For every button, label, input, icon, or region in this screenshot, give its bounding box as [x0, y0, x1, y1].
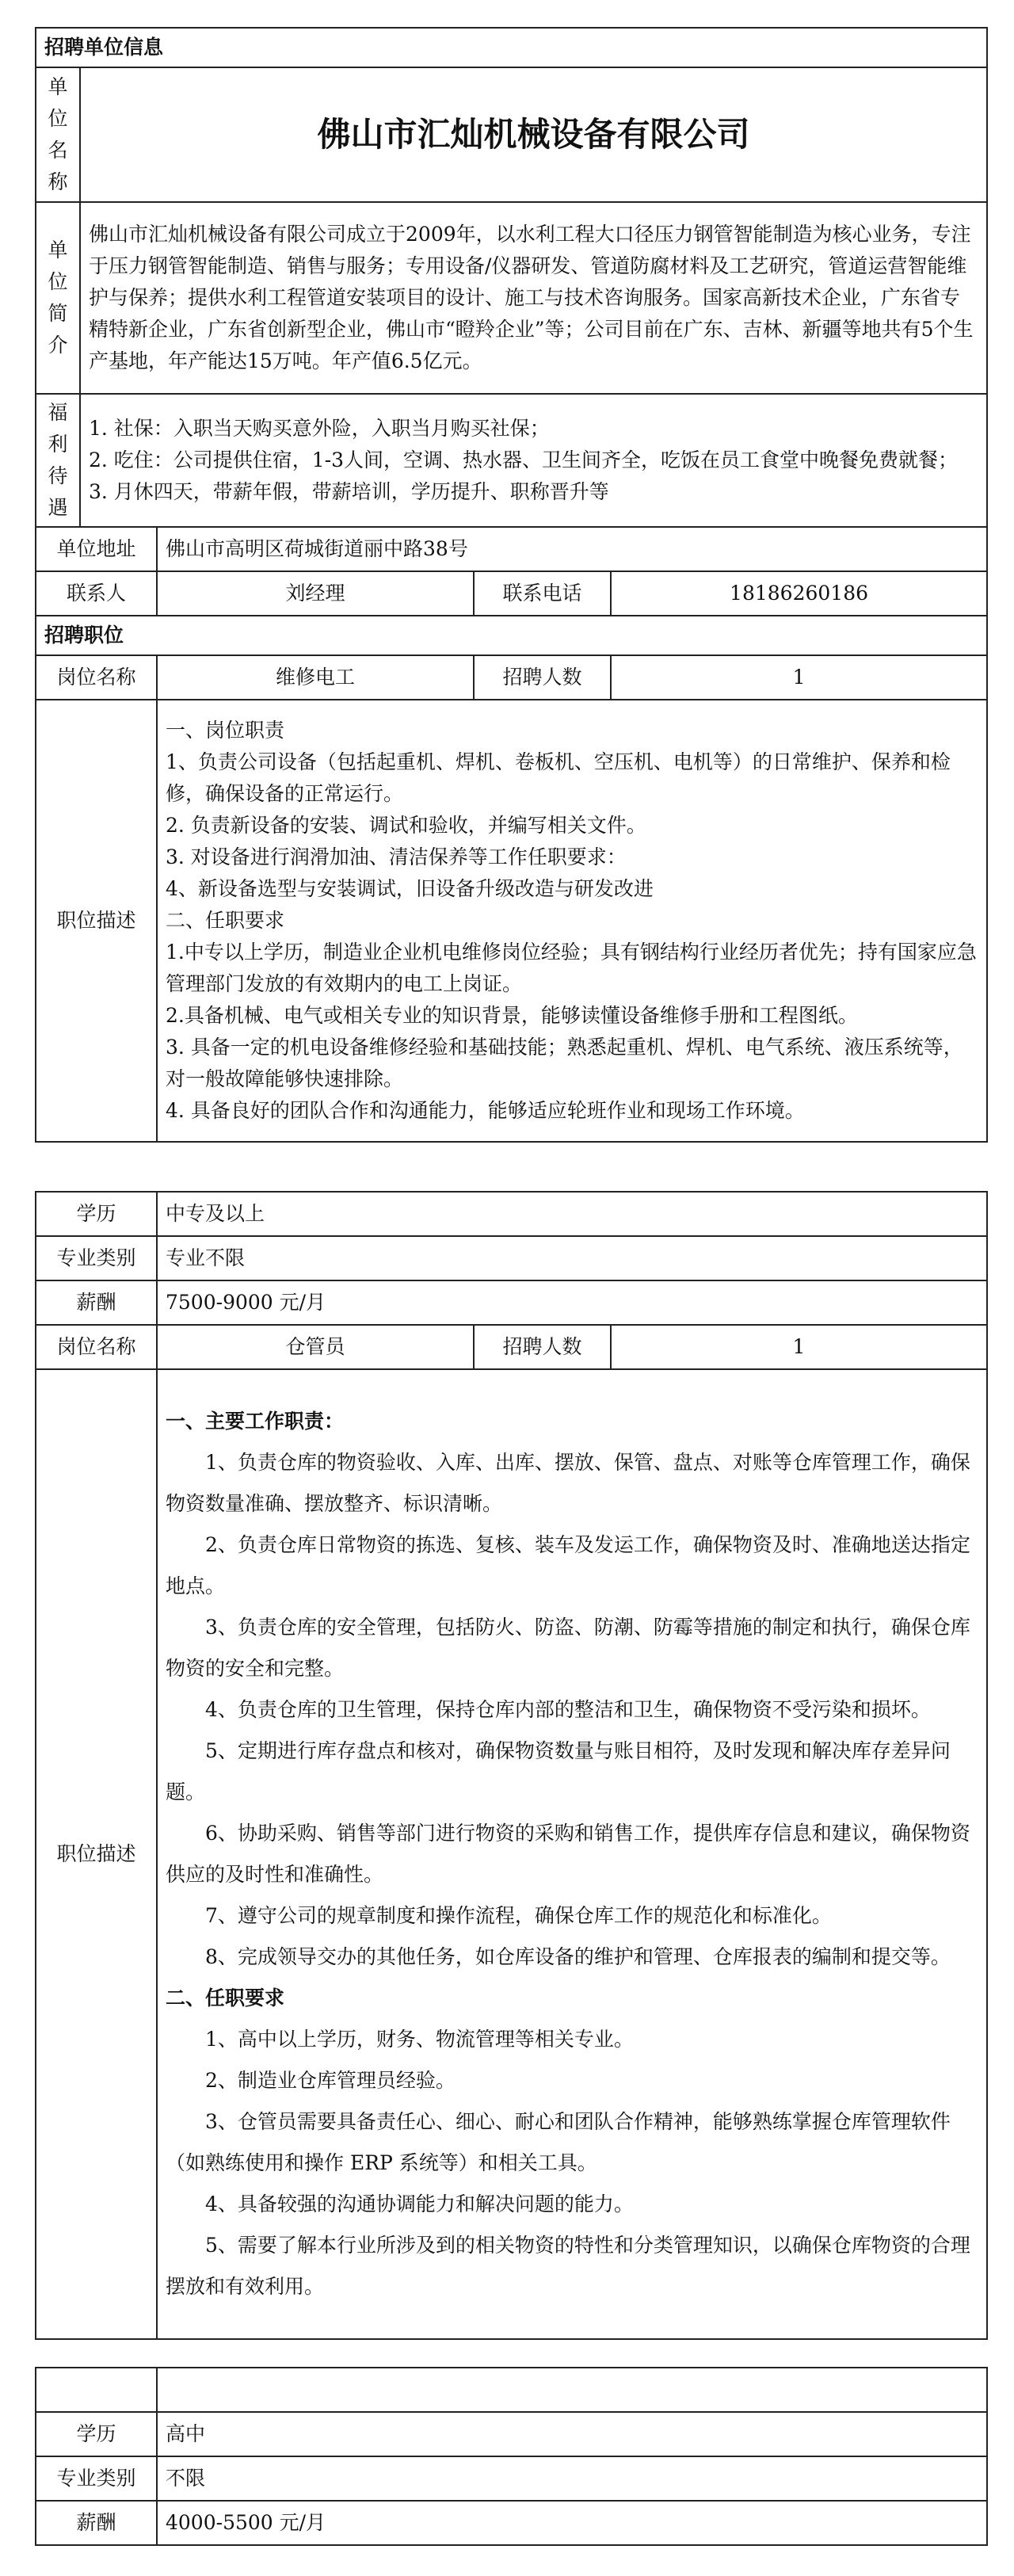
position2-name: 仓管员 — [157, 1325, 474, 1369]
requirement-item: 5、需要了解本行业所涉及到的相关物资的特性和分类管理知识，以确保仓库物资的合理摆放和有效利用。 — [166, 2234, 970, 2298]
duty-item: 8、完成领导交办的其他任务，如仓库设备的维护和管理、仓库报表的编制和提交等。 — [205, 1945, 951, 1968]
position2-desc — [157, 1369, 987, 2339]
company-name-label: 单 位 名 称 — [36, 67, 80, 202]
position2-desc-label: 职位描述 — [36, 1369, 157, 2339]
position2-salary-label: 薪酬 — [36, 2501, 157, 2545]
desc-line: 4、新设备选型与安装调试，旧设备升级改造与研发改进 — [166, 877, 654, 900]
position1-desc — [157, 700, 987, 1142]
duty-item: 4、负责仓库的卫生管理，保持仓库内部的整洁和卫生，确保物资不受污染和损坏。 — [205, 1698, 931, 1721]
position2-major: 不限 — [157, 2456, 987, 2501]
position1-name: 维修电工 — [157, 655, 474, 700]
position2-count-label: 招聘人数 — [474, 1325, 611, 1369]
duty-item: 6、协助采购、销售等部门进行物资的采购和销售工作，提供库存信息和建议，确保物资供应的及时性和准确性。 — [166, 1822, 970, 1886]
address: 佛山市高明区荷城街道丽中路38号 — [157, 527, 987, 571]
company-intro: 佛山市汇灿机械设备有限公司成立于2009年，以水利工程大口径压力钢管智能制造为核心业务，专注于压力钢管智能制造、销售与服务；专用设备/仪器研发、管道防腐材料及工艺研究，管道运营智能维护与保养；提供水利工程管道安装项目的设计、施工与技术咨询服务。国家高新技术企业，广东省专精特新企业，广东省创新型企业，佛山市“瞪羚企业”等；公司目前在广东、吉林、新疆等地共有5个生产基地，年产能达15万吨。年产值6.5亿元。 — [80, 202, 987, 394]
position1-name-label: 岗位名称 — [36, 655, 157, 700]
position2-count: 1 — [611, 1325, 987, 1369]
duty-item: 7、遵守公司的规章制度和操作流程，确保仓库工作的规范化和标准化。 — [205, 1904, 832, 1927]
benefit-item: 1. 社保：入职当天购买意外险，入职当月购买社保； — [89, 417, 550, 440]
duty-item: 3、负责仓库的安全管理，包括防火、防盗、防潮、防霉等措施的制定和执行，确保仓库物资的安全和完整。 — [166, 1616, 970, 1680]
position1-major-label: 专业类别 — [36, 1236, 157, 1280]
company-name: 佛山市汇灿机械设备有限公司 — [80, 67, 987, 202]
position1-education: 中专及以上 — [157, 1192, 987, 1236]
desc-line: 2.具备机械、电气或相关专业的知识背景，能够读懂设备维修手册和工程图纸。 — [166, 1004, 858, 1027]
contact-label: 联系人 — [36, 571, 157, 616]
duties-heading: 一、主要工作职责： — [166, 1410, 345, 1433]
empty-cell — [157, 2368, 987, 2412]
address-label: 单位地址 — [36, 527, 157, 571]
position2-detail-table — [35, 2367, 988, 2546]
desc-line: 一、岗位职责 — [166, 719, 285, 742]
position2-major-label: 专业类别 — [36, 2456, 157, 2501]
duty-item: 5、定期进行库存盘点和核对，确保物资数量与账目相符，及时发现和解决库存差异问题。 — [166, 1739, 951, 1803]
position2-education: 高中 — [157, 2412, 987, 2456]
desc-line: 4. 具备良好的团队合作和沟通能力，能够适应轮班作业和现场工作环境。 — [166, 1099, 805, 1122]
position1-education-label: 学历 — [36, 1192, 157, 1236]
benefits — [80, 394, 987, 527]
requirement-item: 1、高中以上学历，财务、物流管理等相关专业。 — [205, 2028, 634, 2051]
phone-label: 联系电话 — [474, 571, 611, 616]
position2-name-label: 岗位名称 — [36, 1325, 157, 1369]
company-info-table — [35, 27, 988, 1143]
position1-count: 1 — [611, 655, 987, 700]
company-intro-label: 单 位 简 介 — [36, 202, 80, 394]
desc-line: 二、任职要求 — [166, 909, 285, 932]
requirement-item: 2、制造业仓库管理员经验。 — [205, 2069, 456, 2092]
position2-salary: 4000-5500 元/月 — [157, 2501, 987, 2545]
benefit-item: 3. 月休四天，带薪年假，带薪培训，学历提升、职称晋升等 — [89, 480, 609, 503]
desc-line: 2. 负责新设备的安装、调试和验收，并编写相关文件。 — [166, 814, 646, 837]
position1-count-label: 招聘人数 — [474, 655, 611, 700]
requirement-item: 4、具备较强的沟通协调能力和解决问题的能力。 — [205, 2192, 634, 2215]
desc-line: 1、负责公司设备（包括起重机、焊机、卷板机、空压机、电机等）的日常维护、保养和检修，确保设备的正常运行。 — [166, 750, 951, 805]
positions-header: 招聘职位 — [36, 616, 987, 655]
desc-line: 3. 对设备进行润滑加油、清洁保养等工作任职要求： — [166, 845, 627, 868]
requirement-item: 3、仓管员需要具备责任心、细心、耐心和团队合作精神，能够熟练掌握仓库管理软件（如熟练使用和操作 ERP 系统等）和相关工具。 — [166, 2110, 951, 2174]
desc-line: 3. 具备一定的机电设备维修经验和基础技能；熟悉起重机、焊机、电气系统、液压系统等，对一般故障能够快速排除。 — [166, 1036, 963, 1090]
position1-salary-label: 薪酬 — [36, 1280, 157, 1325]
position1-salary: 7500-9000 元/月 — [157, 1280, 987, 1325]
desc-line: 1.中专以上学历，制造业企业机电维修岗位经验；具有钢结构行业经历者优先；持有国家应急管理部门发放的有效期内的电工上岗证。 — [166, 941, 977, 995]
duty-item: 1、负责仓库的物资验收、入库、出库、摆放、保管、盘点、对账等仓库管理工作，确保物资数量准确、摆放整齐、标识清晰。 — [166, 1451, 970, 1515]
position1-desc-label: 职位描述 — [36, 700, 157, 1142]
company-section-header: 招聘单位信息 — [36, 28, 987, 67]
position1-major: 专业不限 — [157, 1236, 987, 1280]
contact-person: 刘经理 — [157, 571, 474, 616]
duty-item: 2、负责仓库日常物资的拣选、复核、装车及发运工作，确保物资及时、准确地送达指定地点。 — [166, 1533, 970, 1597]
requirements-heading: 二、任职要求 — [166, 1986, 285, 2009]
position2-education-label: 学历 — [36, 2412, 157, 2456]
empty-cell — [36, 2368, 157, 2412]
phone-number: 18186260186 — [611, 571, 987, 616]
benefits-label: 福 利 待 遇 — [36, 394, 80, 527]
benefit-item: 2. 吃住：公司提供住宿，1-3人间，空调、热水器、卫生间齐全，吃饭在员工食堂中晚餐免费就餐； — [89, 448, 959, 471]
position-table — [35, 1191, 988, 2340]
